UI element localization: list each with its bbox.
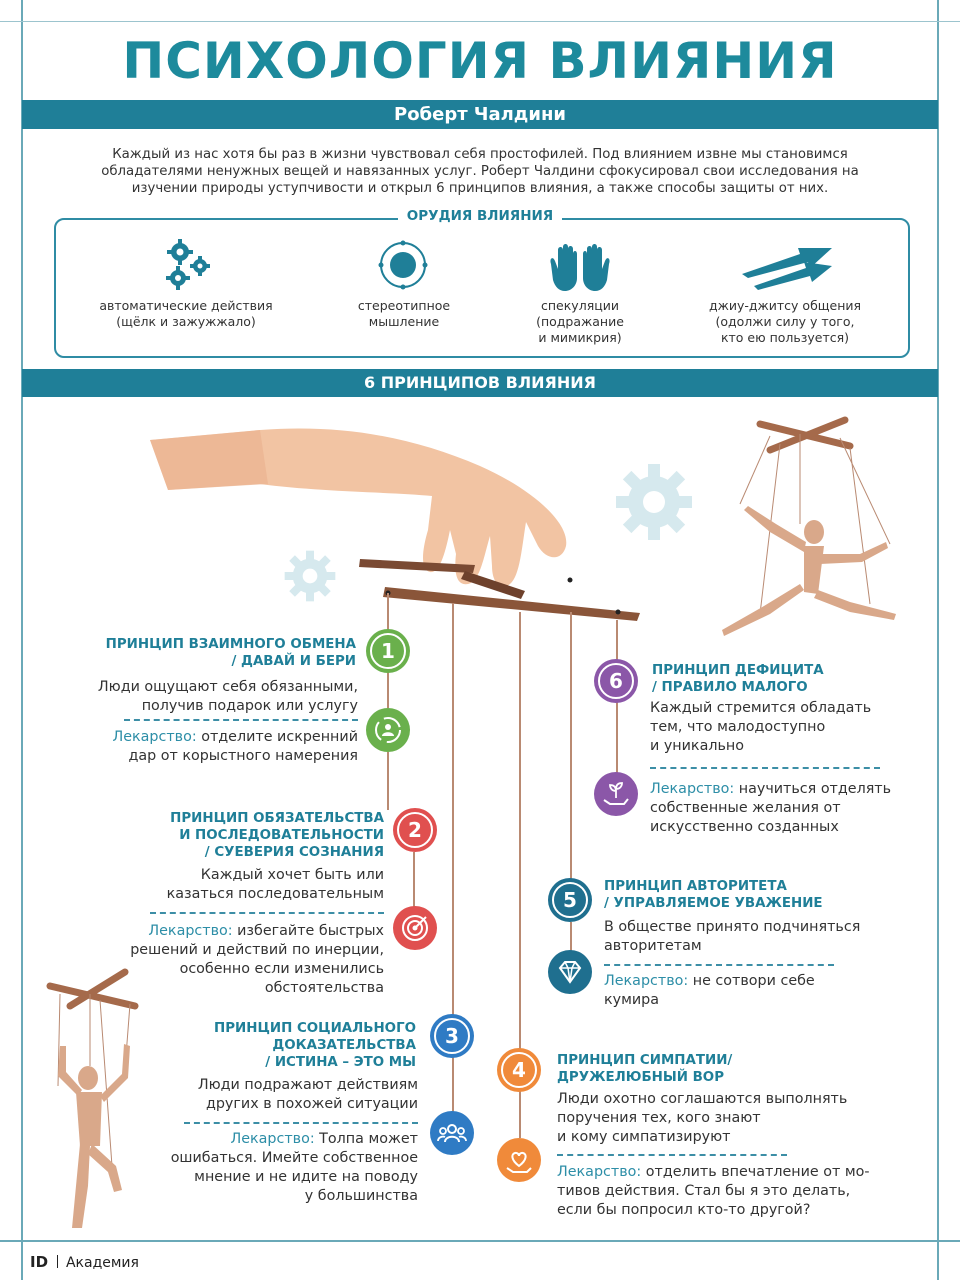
footer-logo: ID bbox=[30, 1253, 49, 1271]
principle-4-text: Люди охотно соглашаются выполнять поручения тех, кого знают и кому симпатизируют bbox=[557, 1091, 848, 1145]
principle-3-divider bbox=[184, 1122, 418, 1124]
exchange-icon bbox=[366, 708, 410, 752]
crowd-icon bbox=[430, 1111, 474, 1155]
principle-3-number-badge bbox=[430, 1014, 474, 1058]
footer-separator bbox=[57, 1255, 58, 1268]
principle-1-number-badge bbox=[366, 629, 410, 673]
string-5b bbox=[570, 922, 572, 952]
principle-6-number-badge bbox=[594, 659, 638, 703]
frame-bottom-line bbox=[0, 1240, 960, 1242]
principle-6-title: ПРИНЦИП ДЕФИЦИТА / ПРАВИЛО МАЛОГО bbox=[652, 663, 824, 695]
intro-text: Каждый из нас хотя бы раз в жизни чувствовал себя простофилей. Под влиянием извне мы становимся обладателями ненужных вещей и навязанных услуг. Роберт Чалдини сфокусировал свои исследования на изучении природы уступчивости и открыл 6 принципов влияния, а также способы защиты от них. bbox=[101, 147, 859, 196]
gears-icon bbox=[160, 238, 216, 294]
principle-4-remedy-text: отделить впечатление от мо- тивов действия. Стал бы я это делать, если бы попросил кто-то другой? bbox=[557, 1164, 870, 1218]
principle-4-title: ПРИНЦИП СИМПАТИИ/ ДРУЖЕЛЮБНЫЙ ВОР bbox=[557, 1053, 733, 1085]
principle-3-remedy bbox=[140, 1130, 418, 1206]
frame-left-line bbox=[21, 0, 23, 1280]
string-5 bbox=[570, 612, 572, 882]
principle-2-title: ПРИНЦИП ОБЯЗАТЕЛЬСТВА И ПОСЛЕДОВАТЕЛЬНОСТИ / СУЕВЕРИЯ СОЗНАНИЯ bbox=[170, 811, 384, 860]
principle-6-remedy-text: научиться отделять собственные желания от искусственно созданных bbox=[650, 781, 892, 835]
principle-6-remedy bbox=[650, 780, 930, 837]
principle-1-divider bbox=[124, 719, 358, 721]
principle-4-remedy bbox=[557, 1163, 897, 1220]
principle-2-remedy-label: Лекарство: bbox=[148, 923, 233, 939]
principle-5-remedy bbox=[604, 972, 904, 1010]
principle-5-text: В обществе принято подчиняться авторитетам bbox=[604, 919, 861, 954]
string-3 bbox=[452, 603, 454, 1015]
background-gear-icon bbox=[612, 460, 696, 544]
principle-4-divider bbox=[557, 1154, 787, 1156]
string-6b bbox=[616, 700, 618, 774]
string-4b bbox=[519, 1090, 521, 1138]
principle-3-title: ПРИНЦИП СОЦИАЛЬНОГО ДОКАЗАТЕЛЬСТВА / ИСТИНА – ЭТО МЫ bbox=[214, 1021, 416, 1070]
footer-name: Академия bbox=[65, 1255, 139, 1271]
control-bar-illustration bbox=[355, 555, 645, 625]
principle-3-remedy-label: Лекарство: bbox=[230, 1131, 315, 1147]
principle-4-remedy-label: Лекарство: bbox=[557, 1164, 642, 1180]
principle-3-remedy-text: Толпа может ошибаться. Имейте собственное мнение и не идите на поводу у большинства bbox=[170, 1131, 418, 1204]
principle-4-number-badge bbox=[497, 1048, 541, 1092]
principle-5-remedy-label: Лекарство: bbox=[604, 973, 689, 989]
page-title: ПСИХОЛОГИЯ ВЛИЯНИЯ bbox=[122, 32, 838, 90]
string-2b bbox=[413, 852, 415, 908]
principle-4-number: 4 bbox=[501, 1052, 537, 1088]
principle-1-title: ПРИНЦИП ВЗАИМНОГО ОБМЕНА / ДАВАЙ И БЕРИ bbox=[105, 637, 356, 669]
principle-2-text: Каждый хочет быть или казаться последовательным bbox=[166, 867, 384, 902]
principle-2-number: 2 bbox=[397, 812, 433, 848]
footer bbox=[30, 1253, 139, 1271]
string-1b bbox=[387, 672, 389, 708]
target-circle-icon bbox=[376, 238, 430, 292]
principle-1-remedy-text: отделите искренний дар от корыстного намерения bbox=[128, 729, 358, 764]
string-6 bbox=[616, 620, 618, 660]
target-icon bbox=[393, 906, 437, 950]
principle-2-remedy-text: избегайте быстрых решений и действий по инерции, особенно если изменились обстоятельства bbox=[130, 923, 384, 996]
principles-band: 6 ПРИНЦИПОВ ВЛИЯНИЯ bbox=[22, 369, 938, 397]
principle-2-remedy bbox=[80, 922, 384, 998]
principle-5-remedy-text: не сотвори себе кумира bbox=[604, 973, 815, 1008]
puppet-bottom-left-illustration bbox=[30, 966, 150, 1236]
hands-icon bbox=[545, 244, 615, 292]
tool-label-speculation: спекуляции (подражание и мимикрия) bbox=[536, 298, 624, 345]
tool-label-automatic: автоматические действия (щёлк и зажужжало) bbox=[99, 298, 273, 329]
principle-1-number: 1 bbox=[370, 633, 406, 669]
principle-6-divider bbox=[650, 767, 880, 769]
author-band: Роберт Чалдини bbox=[22, 100, 938, 129]
principle-6-number: 6 bbox=[598, 663, 634, 699]
string-1 bbox=[387, 593, 389, 633]
principle-5-title: ПРИНЦИП АВТОРИТЕТА / УПРАВЛЯЕМОЕ УВАЖЕНИЕ bbox=[604, 879, 823, 911]
frame-right-line bbox=[937, 0, 939, 1280]
heart-hand-icon bbox=[497, 1138, 541, 1182]
tool-label-jiujitsu: джиу-джитсу общения (одолжи силу у того, кто ею пользуется) bbox=[708, 298, 862, 345]
principle-1-remedy-label: Лекарство: bbox=[112, 729, 197, 745]
diamond-icon bbox=[548, 950, 592, 994]
arrows-icon bbox=[740, 244, 836, 290]
principle-2-number-badge bbox=[393, 808, 437, 852]
tool-label-stereotype: стереотипное мышление bbox=[357, 298, 451, 329]
plant-hand-icon bbox=[594, 772, 638, 816]
principle-1-text: Люди ощущают себя обязанными, получив подарок или услугу bbox=[97, 679, 358, 714]
tools-title: ОРУДИЯ ВЛИЯНИЯ bbox=[398, 208, 562, 224]
principle-3-text: Люди подражают действиям других в похожей ситуации bbox=[197, 1077, 418, 1112]
principle-3-number: 3 bbox=[434, 1018, 470, 1054]
string-4 bbox=[519, 612, 521, 1050]
principle-5-number: 5 bbox=[552, 882, 588, 918]
principle-2-divider bbox=[150, 912, 384, 914]
string-3b bbox=[452, 1057, 454, 1113]
principle-5-number-badge bbox=[548, 878, 592, 922]
string-1c bbox=[387, 752, 389, 810]
principle-6-text: Каждый стремится обладать тем, что малодоступно и уникально bbox=[650, 700, 872, 754]
principle-5-divider bbox=[604, 964, 834, 966]
principle-6-remedy-label: Лекарство: bbox=[650, 781, 735, 797]
frame-top-line bbox=[0, 21, 960, 22]
principle-1-remedy bbox=[60, 728, 358, 766]
puppet-top-right-illustration bbox=[700, 414, 910, 646]
